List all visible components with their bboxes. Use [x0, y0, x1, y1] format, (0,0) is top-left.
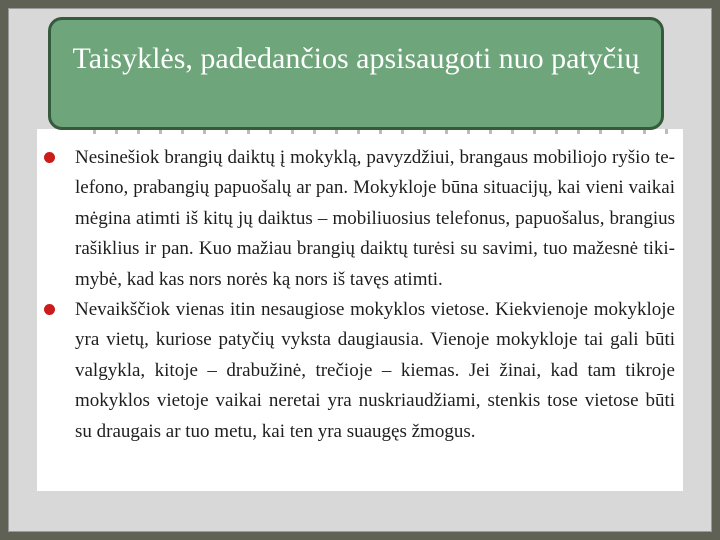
slide-title: Taisyklės, padedančios apsisaugoti nuo patyčių	[72, 42, 640, 75]
rules-panel	[37, 129, 683, 491]
red-bullet-icon	[44, 152, 55, 163]
rule-text: Nevaikščiok vienas itin nesaugiose mokyklos vietose. Kiekvienoje mokykloje yra vietų, kuriose patyčių vyksta daugiausia. Vienoje mokykloje tai gali būti valgykla, kitoje – drabužinė, trečioje – kiemas. Jei žinai, kad tam tikroje mokyklos vietoje vaikai neretai yra nuskriaudžiami, stenkis tose vietose būti su draugais ar tuo metu, kai ten yra suaugęs žmogus.	[75, 299, 675, 442]
red-bullet-icon	[44, 304, 55, 315]
title-banner	[48, 17, 664, 130]
rule-text: Nesinešiok brangių daiktų į mokyklą, pavyzdžiui, brangaus mobiliojo ryšio telefono, prabangių papuošalų ar pan. Mokykloje būna situacijų, kai vieni vaikai mėgina atimti iš kitų jų daiktus – mobiliuosius telefonus, papuošalus, brangius rašiklius ir pan. Kuo mažiau brangių daiktų turėsi su savimi, tuo mažesnė tikimybė, kad kas nors norės ką nors iš tavęs atimti.	[75, 147, 675, 290]
